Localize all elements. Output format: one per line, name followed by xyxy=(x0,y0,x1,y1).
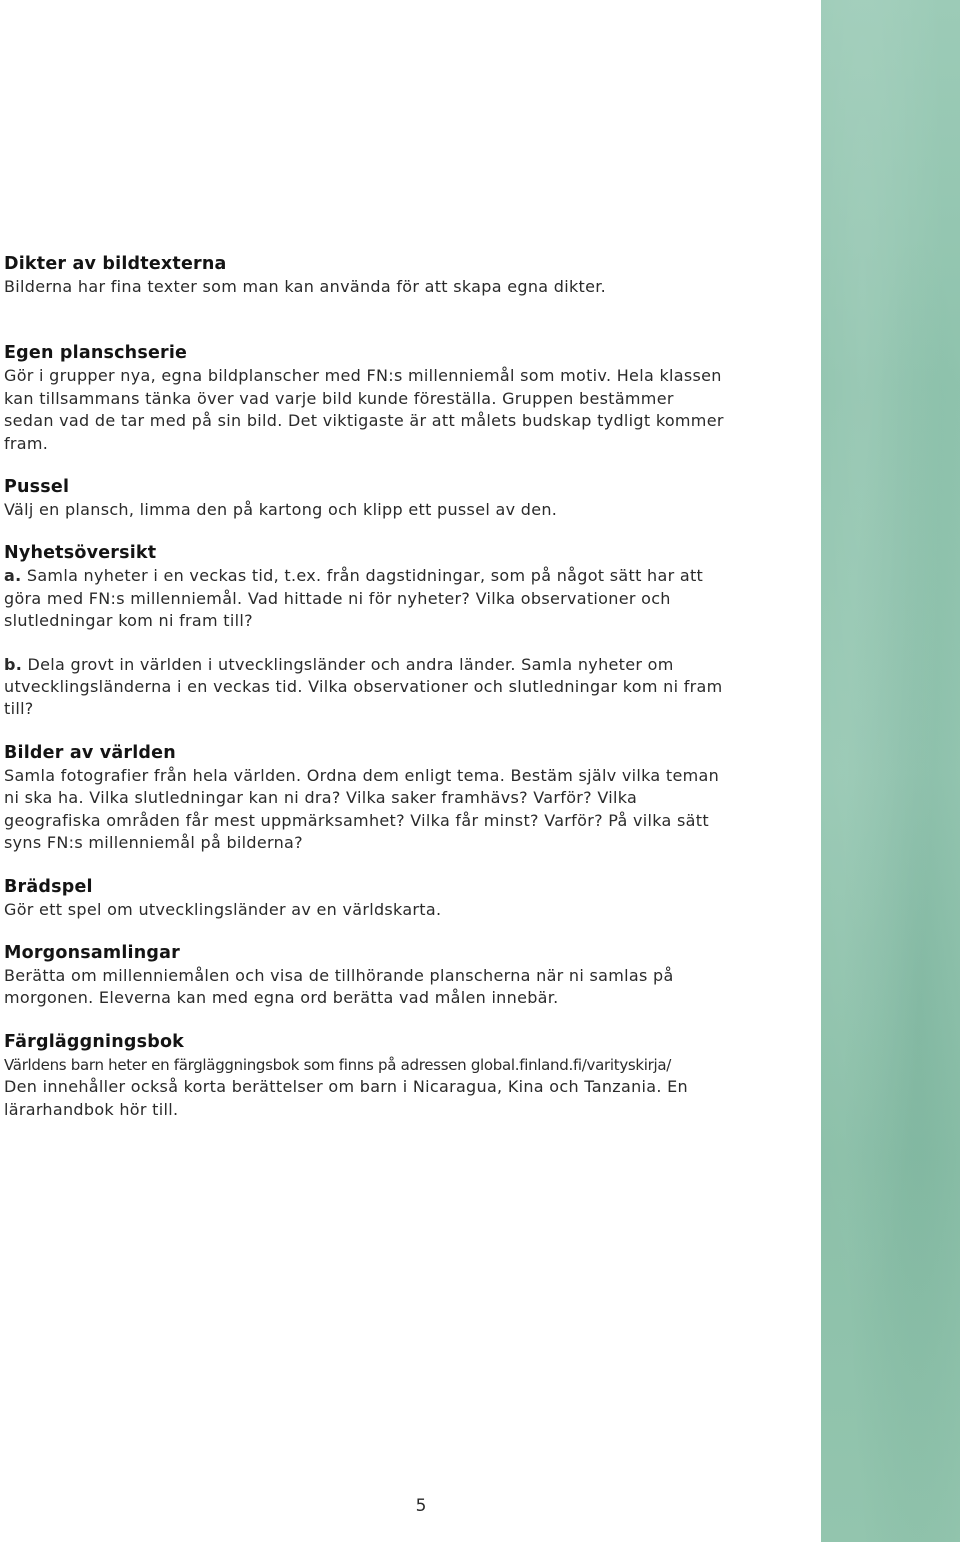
page-number: 5 xyxy=(415,1496,427,1516)
item-a-text: Samla nyheter i en veckas tid, t.ex. från dagstidningar, som på något sätt har att göra med FN:s millenniemål. Vad hittade ni för nyheter? Vilka observationer och slutledningar kom ni fram till? xyxy=(4,566,704,631)
section-pussel xyxy=(4,476,724,521)
section-body: Välj en plansch, limma den på kartong och klipp ett pussel av den. xyxy=(4,500,558,520)
section-body: Samla fotografier från hela världen. Ordna dem enligt tema. Bestäm själv vilka teman ni ska ha. Vilka slutledningar kan ni dra? Vilka saker framhävs? Varför? Vilka geografiska områden får mest uppmärksamhet? Vilka får minst? Varför? På vilka sätt syns FN:s millenniemål på bilderna? xyxy=(4,765,720,853)
section-planschserie xyxy=(4,342,724,455)
section-heading: Bilder av världen xyxy=(4,742,176,763)
item-b xyxy=(4,654,724,721)
section-body-line1: Världens barn heter en färgläggningsbok som finns på adressen global.finland.fi/varityskirja/ xyxy=(4,1055,672,1074)
section-heading: Egen planschserie xyxy=(4,343,188,364)
section-heading: Brädspel xyxy=(4,876,93,897)
decorative-green-stripe xyxy=(821,0,960,1542)
item-a xyxy=(4,565,724,632)
section-body: Berätta om millenniemålen och visa de tillhörande planscherna när ni samlas på morgonen. Eleverna kan med egna ord berätta vad målen innebär. xyxy=(4,965,674,1008)
section-nyhetsoversikt xyxy=(4,542,724,720)
article-content xyxy=(4,253,724,1121)
section-heading: Nyhetsöversikt xyxy=(4,543,157,564)
section-bilder xyxy=(4,742,724,855)
section-dikter xyxy=(4,253,724,298)
section-body-line2: Den innehåller också korta berättelser om barn i Nicaragua, Kina och Tanzania. En lärarhandbok hör till. xyxy=(4,1077,688,1119)
section-heading: Dikter av bildtexterna xyxy=(4,254,227,274)
section-body: Gör ett spel om utvecklingsländer av en världskarta. xyxy=(4,899,442,919)
section-farglaggningsbok xyxy=(4,1031,724,1121)
section-bradspel xyxy=(4,876,724,921)
item-b-text: Dela grovt in världen i utvecklingsländer och andra länder. Samla nyheter om utvecklingsländerna i en veckas tid. Vilka observationer och slutledningar kom ni fram till? xyxy=(4,654,723,719)
section-morgonsamlingar xyxy=(4,942,724,1010)
item-b-label: b. xyxy=(4,654,23,674)
section-heading: Färgläggningsbok xyxy=(4,1031,185,1052)
item-a-label: a. xyxy=(4,566,22,586)
section-body: Bilderna har fina texter som man kan använda för att skapa egna dikter. xyxy=(4,277,607,296)
section-body: Gör i grupper nya, egna bildplanscher med FN:s millenniemål som motiv. Hela klassen kan tillsammans tänka över vad varje bild kunde föreställa. Gruppen bestämmer sedan vad de tar med på sin bild. Det viktigaste är att målets budskap tydligt kommer fram. xyxy=(4,366,724,453)
section-heading: Morgonsamlingar xyxy=(4,942,180,963)
section-heading: Pussel xyxy=(4,477,70,498)
